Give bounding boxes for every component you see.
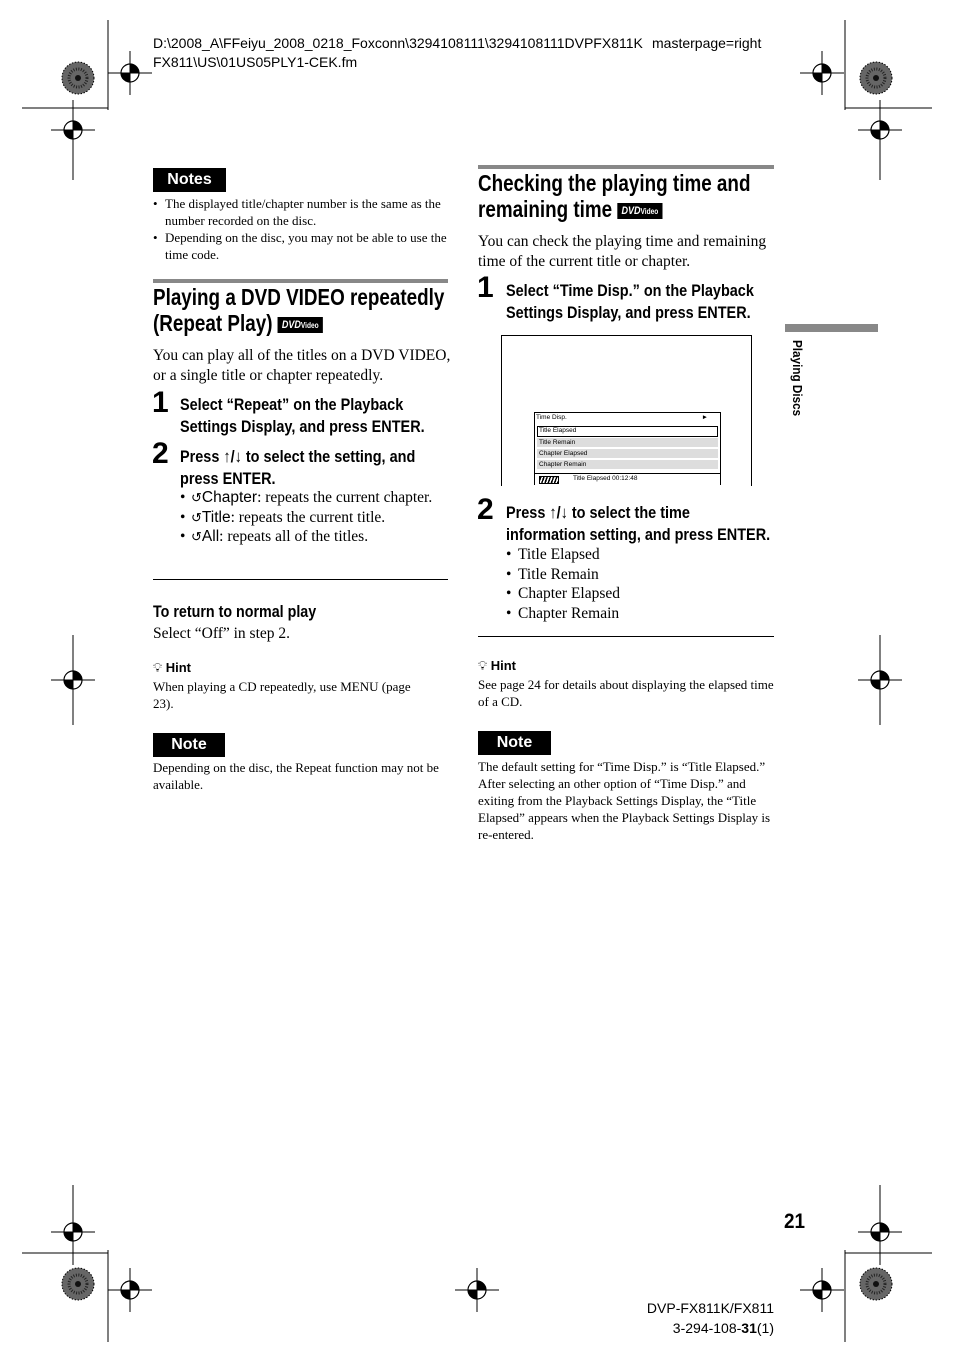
heading-line: Checking the playing time and [478, 170, 751, 196]
repeat-intro: You can play all of the titles on a DVD VIDEO, or a single title or chapter repeatedly. [153, 347, 451, 384]
repeat-icon: ↺ [191, 490, 202, 505]
time-option: • Chapter Remain [506, 604, 766, 624]
return-heading: To return to normal play [153, 602, 317, 621]
note-badge: Note [478, 731, 551, 755]
option-text: : repeats the current title. [230, 508, 386, 526]
menu-title: Time Disp. [536, 414, 567, 421]
notes-list [153, 195, 448, 263]
note-text: The default setting for “Time Disp.” is “Title Elapsed.” After selecting an other option of “Time Disp.” and exiting from the Playback Settings Display, the “Title Elapsed” appears when the Playback Settings Display is re-entered. [478, 759, 771, 842]
side-tab-bar [785, 324, 878, 332]
step-1-text [180, 394, 425, 437]
step-line: Press ↑/↓ to select the time [506, 503, 690, 522]
option-label: Chapter [201, 489, 258, 506]
dvd-video-icon: DVDVideo [278, 317, 323, 333]
step-2-text [180, 446, 415, 489]
page-number: 21 [784, 1210, 806, 1233]
disc-icon [539, 476, 559, 484]
note-item: • Depending on the disc, you may not be able to use the time code. [153, 229, 448, 263]
file-path-line2: FX811\US\01US05PLY1-CEK.fm [153, 54, 358, 70]
heading-text: (Repeat Play) [153, 310, 273, 336]
option-text: : repeats the current chapter. [257, 489, 433, 506]
status-text: Title Elapsed 00:12:48 [573, 475, 638, 482]
time-option: • Title Elapsed [506, 545, 766, 565]
play-arrow-icon: ► [701, 414, 708, 421]
hint-heading [478, 658, 516, 674]
step-number: 1 [152, 386, 169, 419]
menu-item[interactable]: Title Remain [537, 438, 718, 448]
option-text: : repeats all of the titles. [219, 528, 369, 545]
heading-line [153, 310, 444, 336]
repeat-option-all: • ↺All: repeats all of the titles. [180, 528, 369, 545]
section-rule [153, 279, 448, 283]
master-page-label: masterpage=right [652, 35, 762, 51]
step-line: Settings Display, and press ENTER. [180, 416, 425, 436]
hint-text: When playing a CD repeatedly, use MENU (page 23). [153, 679, 411, 711]
repeat-icon: ↺ [191, 529, 202, 544]
time-intro: You can check the playing time and remaining time of the current title or chapter. [478, 233, 767, 270]
file-path-header [153, 34, 643, 72]
step-number: 2 [477, 493, 494, 526]
status-bar [535, 473, 720, 485]
hint-heading [153, 660, 191, 676]
repeat-option-chapter: • ↺Chapter: repeats the current chapter. [180, 489, 433, 506]
hint-label: Hint [165, 660, 192, 675]
repeat-icon: ↺ [191, 509, 202, 525]
hint-label: Hint [490, 658, 517, 673]
time-option: • Chapter Elapsed [506, 584, 766, 604]
file-path-line1: D:\2008_A\FFeiyu_2008_0218_Foxconn\3294108111\3294108111DVPFX811K [153, 35, 643, 51]
divider [153, 579, 448, 580]
step-number: 2 [152, 437, 169, 470]
section-heading-repeat [153, 284, 444, 336]
lightbulb-icon: 💡︎ [153, 660, 163, 675]
repeat-options [180, 488, 448, 547]
dvd-video-icon: DVDVideo [617, 203, 662, 219]
step-line: Press ↑/↓ to select the setting, and [180, 447, 416, 466]
side-tab-label: Playing Discs [790, 340, 805, 417]
time-disp-menu [534, 412, 721, 485]
footer-code-suffix: (1) [756, 1320, 774, 1336]
note-text: Depending on the disc, the Repeat function may not be available. [153, 760, 439, 792]
heading-line [478, 196, 750, 222]
divider [478, 636, 774, 637]
section-heading-time [478, 170, 750, 222]
step-number: 1 [477, 271, 494, 304]
menu-item[interactable]: Chapter Elapsed [537, 449, 718, 459]
step-line: information setting, and press ENTER. [506, 524, 771, 544]
step-line: Settings Display, and press ENTER. [506, 302, 751, 322]
time-option: • Title Remain [506, 565, 766, 585]
footer-code-bold: 31 [741, 1320, 757, 1336]
footer-code-prefix: 3-294-108- [672, 1320, 742, 1336]
heading-line: Playing a DVD VIDEO repeatedly [153, 284, 445, 310]
time-options [506, 545, 766, 623]
menu-item-selected[interactable]: Title Elapsed [537, 426, 718, 437]
step-1-text [506, 280, 754, 323]
section-rule [478, 165, 774, 169]
footer-code [620, 1318, 774, 1338]
lightbulb-icon: 💡︎ [478, 658, 488, 673]
hint-text: See page 24 for details about displaying the elapsed time of a CD. [478, 677, 774, 709]
step-line: Select “Repeat” on the Playback [180, 395, 404, 414]
note-item: • The displayed title/chapter number is the same as the number recorded on the disc. [153, 195, 448, 229]
repeat-option-title: • ↺Title: repeats the current title. [180, 508, 386, 526]
footer [620, 1298, 774, 1338]
return-text: Select “Off” in step 2. [153, 625, 291, 642]
notes-badge: Notes [153, 168, 226, 192]
option-label: All [201, 528, 220, 545]
side-tab [790, 340, 808, 450]
note-badge: Note [153, 733, 225, 757]
heading-text: remaining time [478, 196, 613, 222]
footer-model: DVP-FX811K/FX811 [646, 1300, 774, 1316]
step-2-text [506, 502, 770, 545]
menu-item[interactable]: Chapter Remain [537, 460, 718, 470]
step-line: Select “Time Disp.” on the Playback [506, 281, 754, 300]
option-label: Title [201, 508, 231, 526]
screen-illustration [501, 335, 752, 486]
step-line: press ENTER. [180, 468, 276, 488]
